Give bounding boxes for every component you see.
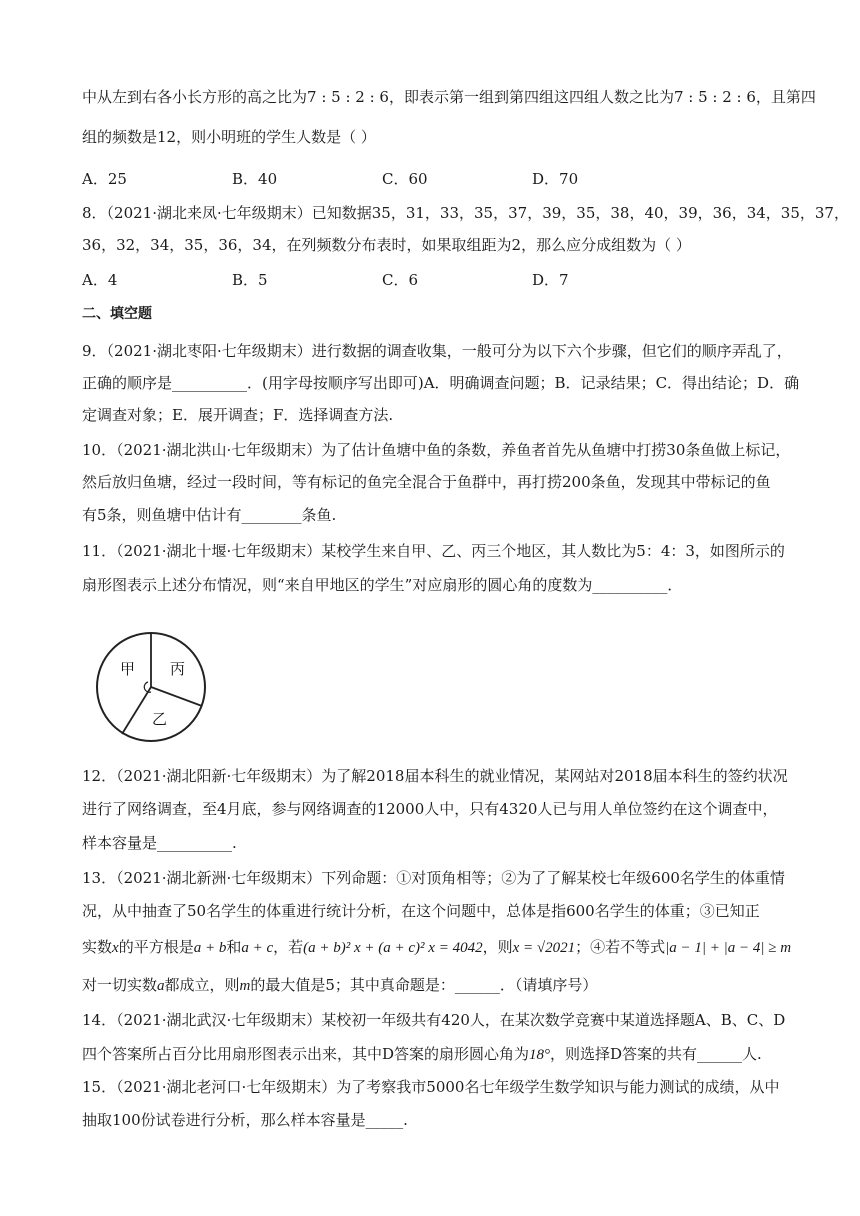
q13-text: 实数 — [82, 938, 113, 956]
q13-var-x: x — [112, 940, 119, 956]
q8-option-a: A．4 — [82, 271, 118, 289]
section-heading-fill-in: 二、填空题 — [82, 306, 152, 322]
q15-line2: 抽取100份试卷进行分析，那么样本容量是_____. — [82, 1111, 408, 1129]
q12-line1: 12．（2021·湖北阳新·七年级期末）为了解2018届本科生的就业情况，某网站对2018届本科生的签约状况 — [82, 767, 788, 785]
q9-line1: 9．（2021·湖北枣阳·七年级期末）进行数据的调查收集，一般可分为以下六个步骤，但它们的顺序弄乱了， — [82, 342, 792, 360]
q13-expr-a-plus-c: a + c — [241, 940, 274, 956]
q13-text: 对一切实数 — [82, 976, 158, 994]
q13-text: 的平方根是 — [118, 938, 194, 956]
q7-line1: 中从左到右各小长方形的高之比为7 : 5 : 2 : 6，即表示第一组到第四组这四组人数之比为7 : 5 : 2 : 6，且第四 — [82, 88, 816, 106]
q14-line2 — [82, 1044, 762, 1065]
q8-options — [82, 270, 682, 290]
q12-line3: 样本容量是__________. — [82, 834, 237, 852]
q7-option-a: A．25 — [82, 170, 127, 188]
q14-text: 四个答案所占百分比用扇形图表示出来，其中D答案的扇形圆心角为 — [82, 1045, 530, 1063]
q13-line2: 况，从中抽查了50名学生的体重进行统计分析，在这个问题中，总体是指600名学生的体重；③已知正 — [82, 902, 760, 920]
q8-line1: 8．（2021·湖北来凤·七年级期末）已知数据35，31，33，35，37，39，35，38，40，39，36，34，35，37， — [82, 204, 849, 222]
q13-inequality: |a − 1| + |a − 4| ≥ m — [665, 940, 792, 956]
q13-text: 的最大值是5；其中真命题是：______．（请填序号） — [250, 976, 598, 994]
q7-option-d: D．70 — [532, 170, 579, 188]
q13-var-m: m — [239, 978, 251, 994]
q15-line1: 15．（2021·湖北老河口·七年级期末）为了考察我市5000名七年级学生数学知识与能力测试的成绩，从中 — [82, 1078, 780, 1096]
q11-line2: 扇形图表示上述分布情况，则“来自甲地区的学生”对应扇形的圆心角的度数为__________． — [82, 576, 683, 594]
q13-solution: x = √2021 — [512, 940, 576, 956]
q10-line1: 10．（2021·湖北洪山·七年级期末）为了估计鱼塘中鱼的条数，养鱼者首先从鱼塘中打捞30条鱼做上标记， — [82, 441, 791, 459]
q14-angle: 18° — [529, 1047, 551, 1063]
q13-text: 和 — [226, 938, 242, 956]
region-pie-chart — [94, 632, 218, 756]
q7-option-c: C．60 — [382, 170, 428, 188]
q13-equation: (a + b)² x + (a + c)² x = 4042 — [303, 940, 483, 956]
q14-text: ，则选择D答案的共有______人. — [550, 1045, 762, 1063]
q7-options — [82, 169, 682, 189]
q12-line2: 进行了网络调查，至4月底，参与网络调查的12000人中，只有4320人已与用人单位签约在这个调查中， — [82, 800, 778, 818]
q7-line2: 组的频数是12，则小明班的学生人数是（ ） — [82, 128, 376, 146]
q13-line3 — [82, 937, 791, 958]
q14-line1: 14．（2021·湖北武汉·七年级期末）某校初一年级共有420人，在某次数学竞赛中某道选择题A、B、C、D — [82, 1011, 786, 1029]
q13-line1: 13．（2021·湖北新洲·七年级期末）下列命题：①对顶角相等；②为了了解某校七年级600名学生的体重情 — [82, 869, 785, 887]
q10-line2: 然后放归鱼塘，经过一段时间，等有标记的鱼完全混合于鱼群中，再打捞200条鱼，发现其中带标记的鱼 — [82, 473, 771, 491]
q8-option-d: D．7 — [532, 271, 569, 289]
q13-text: ，则 — [482, 938, 513, 956]
q13-text: ，若 — [273, 938, 304, 956]
q8-option-b: B．5 — [232, 271, 268, 289]
q8-line2: 36，32，34，35，36，34，在列频数分布表时，如果取组距为2，那么应分成组数为（ ） — [82, 236, 691, 254]
pie-label-jia: 甲 — [120, 660, 136, 678]
q13-text: 都成立，则 — [164, 976, 240, 994]
pie-label-yi: 乙 — [152, 710, 168, 728]
pie-label-bing: 丙 — [170, 660, 186, 678]
q13-line4 — [82, 975, 597, 996]
q13-var-a: a — [157, 978, 165, 994]
q8-option-c: C．6 — [382, 271, 419, 289]
q11-line1: 11．（2021·湖北十堰·七年级期末）某校学生来自甲、乙、丙三个地区，其人数比为5：4：3，如图所示的 — [82, 542, 785, 560]
q9-line3: 定调查对象；E．展开调查；F．选择调查方法. — [82, 406, 394, 424]
q13-text: ；④若不等式 — [575, 938, 666, 956]
q10-line3: 有5条，则鱼塘中估计有________条鱼. — [82, 506, 337, 524]
q9-line2: 正确的顺序是__________．(用字母按顺序写出即可)A．明确调查问题；B．记录结果；C．得出结论；D．确 — [82, 374, 800, 392]
q7-option-b: B．40 — [232, 170, 278, 188]
q13-expr-a-plus-b: a + b — [193, 940, 227, 956]
